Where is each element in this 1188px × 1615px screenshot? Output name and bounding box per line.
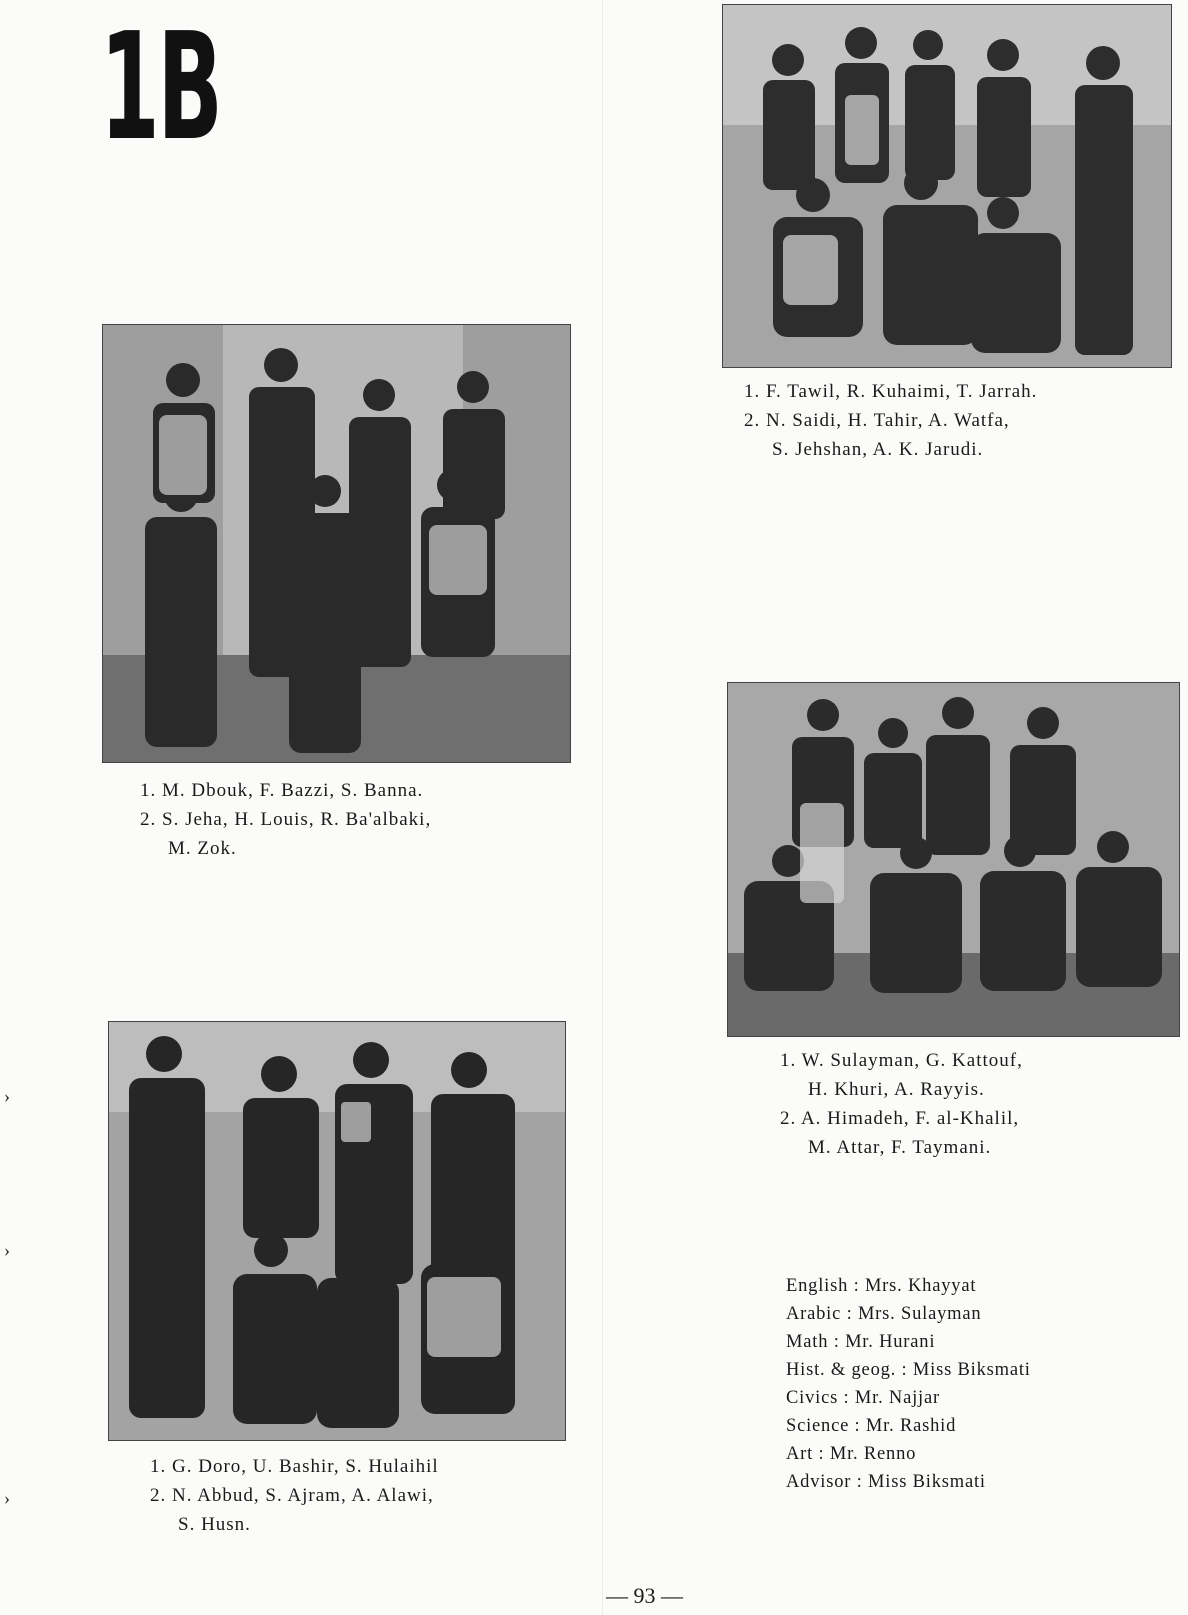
subject-label: Arabic <box>786 1304 842 1324</box>
subject-label: Math <box>786 1332 829 1352</box>
subject-label: English <box>786 1276 849 1296</box>
teacher-row: Math : Mr. Hurani <box>786 1332 936 1352</box>
teacher-name: Mr. Hurani <box>845 1332 936 1352</box>
subject-label: Hist. & geog. <box>786 1360 897 1380</box>
caption-middle-left <box>140 776 431 863</box>
caption-line: 2. N. Abbud, S. Ajram, A. Alawi, <box>150 1485 434 1506</box>
caption-line: 2. S. Jeha, H. Louis, R. Ba'albaki, <box>140 809 432 830</box>
teacher-row: Art : Mr. Renno <box>786 1444 917 1464</box>
page-number: — 93 — <box>606 1583 683 1608</box>
teacher-row: Science : Mr. Rashid <box>786 1416 957 1436</box>
teacher-name: Mr. Najjar <box>854 1388 940 1408</box>
class-photo-middle-left <box>102 324 571 763</box>
caption-middle-right <box>780 1046 1023 1162</box>
teacher-name: Miss Biksmati <box>912 1360 1031 1380</box>
caption-line: 1. G. Doro, U. Bashir, S. Hulaihil <box>150 1456 439 1477</box>
subject-label: Advisor <box>786 1472 852 1492</box>
teacher-name: Mr. Renno <box>829 1444 917 1464</box>
caption-line: 1. W. Sulayman, G. Kattouf, <box>780 1050 1023 1071</box>
photo-image <box>728 683 1179 1036</box>
caption-line: 2. N. Saidi, H. Tahir, A. Watfa, <box>744 410 1010 431</box>
photo-image <box>103 325 570 762</box>
teacher-row: Advisor : Miss Biksmati <box>786 1472 986 1492</box>
teacher-list <box>786 1272 1031 1496</box>
subject-label: Art <box>786 1444 814 1464</box>
binding-mark-icon: › <box>4 1086 10 1106</box>
caption-top-right <box>744 377 1037 464</box>
teacher-name: Mr. Rashid <box>865 1416 957 1436</box>
class-photo-middle-right <box>727 682 1180 1037</box>
teacher-name: Miss Biksmati <box>868 1472 986 1492</box>
teacher-row: Civics : Mr. Najjar <box>786 1388 940 1408</box>
caption-line: H. Khuri, A. Rayyis. <box>808 1079 985 1100</box>
caption-line: 1. F. Tawil, R. Kuhaimi, T. Jarrah. <box>744 381 1038 402</box>
teacher-row: Arabic : Mrs. Sulayman <box>786 1304 982 1324</box>
subject-label: Civics <box>786 1388 839 1408</box>
photo-image <box>723 5 1171 367</box>
class-photo-top-right <box>722 4 1172 368</box>
caption-line: S. Jehshan, A. K. Jarudi. <box>772 439 984 460</box>
binding-mark-icon: › <box>4 1240 10 1260</box>
teacher-row: English : Mrs. Khayyat <box>786 1276 977 1296</box>
caption-line: M. Attar, F. Taymani. <box>808 1137 992 1158</box>
teacher-row: Hist. & geog. : Miss Biksmati <box>786 1360 1031 1380</box>
photo-image <box>109 1022 565 1440</box>
teacher-name: Mrs. Khayyat <box>864 1276 977 1296</box>
subject-label: Science <box>786 1416 850 1436</box>
page-fold <box>602 0 603 1615</box>
caption-line: 1. M. Dbouk, F. Bazzi, S. Banna. <box>140 780 424 801</box>
caption-line: 2. A. Himadeh, F. al-Khalil, <box>780 1108 1020 1129</box>
binding-mark-icon: › <box>4 1488 10 1508</box>
class-photo-bottom-left <box>108 1021 566 1441</box>
section-title: 1B <box>100 1 221 173</box>
caption-line: S. Husn. <box>178 1514 251 1535</box>
caption-line: M. Zok. <box>168 838 237 859</box>
teacher-name: Mrs. Sulayman <box>857 1304 982 1324</box>
caption-bottom-left <box>150 1452 439 1539</box>
